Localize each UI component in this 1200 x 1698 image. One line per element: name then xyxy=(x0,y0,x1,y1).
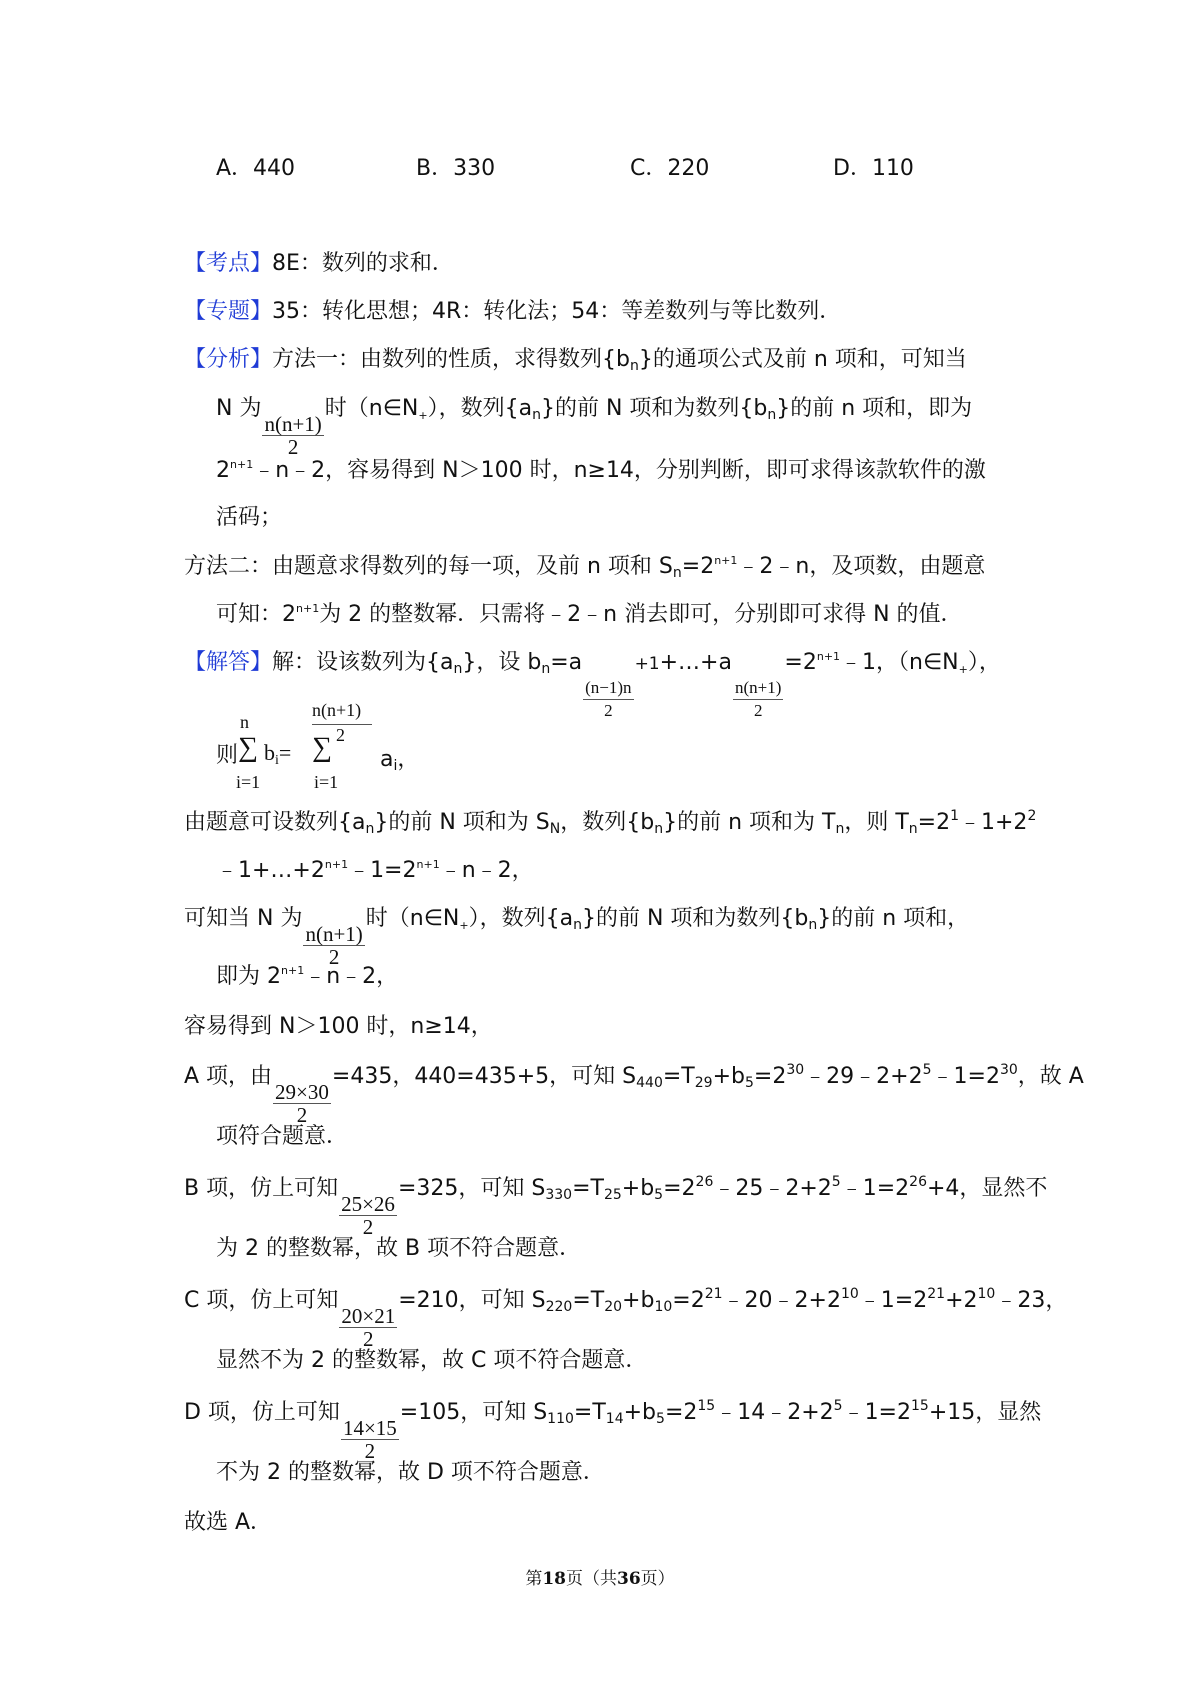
kaodian-text: 8E：数列的求和． xyxy=(272,251,454,276)
summation-formula: n(n+1) 2 n 则 ∑ $b_i=$ ∑ $a_i$， i=1 i=1 xyxy=(216,700,420,792)
fenxi-tag: 【分析】 xyxy=(184,347,273,372)
jieda-line-d1: D 项，仿上可知 $\frac{14\times 15}{2}$ =105，可知 $S_{110}=T_{14}+b_5=2^{15}﹣14﹣2+2^5﹣1=2^{15}+15$，显然 xyxy=(184,1398,1042,1463)
kaodian-line xyxy=(184,249,454,279)
footer-prefix: 第 xyxy=(525,1569,543,1589)
jieda-line-c2: 显然不为 2 的整数幂，故 C 项不符合题意． xyxy=(216,1348,648,1373)
fenxi-line-2: N 为 $\frac{n(n+1)}{2}$ 时$(n\in N_+)$，数列$\{a_n\}$的前 N 项和为数列$\{b_n\}$的前 n 项和，即为 xyxy=(216,396,973,459)
kaodian-tag: 【考点】 xyxy=(184,251,273,276)
jieda-line-3: $﹣1+\dots+2^{n+1}﹣1=2^{n+1}﹣n﹣2$， xyxy=(216,858,534,883)
option-b: B．330 xyxy=(416,156,496,181)
jieda-line-c1: C 项，仿上可知 $\frac{20\times 21}{2}$ =210，可知 $S_{220}=T_{20}+b_{10}=2^{21}﹣20﹣2+2^{10}﹣1=2^{21}+2^{10}﹣23$， xyxy=(184,1286,1068,1351)
fenxi-line-4: 活码； xyxy=(216,505,283,530)
footer-suffix: 页） xyxy=(640,1569,675,1589)
jieda-conclusion: 故选 A． xyxy=(184,1510,273,1535)
jieda-line-a1: A 项，由 $\frac{29\times 30}{2}$ =435，440=435+5，可知 $S_{440}=T_{29}+b_5=2^{30}﹣29﹣2+2^5﹣1=2^{30}$，故 A xyxy=(184,1062,1084,1127)
zhuanti-tag: 【专题】 xyxy=(184,299,273,324)
jieda-line-1: 【解答】解：设该数列为$\{a_n\}$，设 $b_n=a$ $\frac{(n-1)n}{2}$ +1+…+a $\frac{n(n+1)}{2}$ $=2^{n+1}﹣1$，$(n\in N_+)$， xyxy=(184,650,1001,720)
jieda-line-d2: 不为 2 的整数幂，故 D 项不符合题意． xyxy=(216,1460,605,1485)
option-c: C．220 xyxy=(630,156,710,181)
option-a: A．440 xyxy=(216,156,296,181)
jieda-line-a2: 项符合题意． xyxy=(216,1124,349,1149)
footer-total: 36 xyxy=(617,1569,641,1589)
fenxi-line-1: 【分析】方法一：由数列的性质，求得数列$\{b_n\}$的通项公式及前 n 项和，可知当 xyxy=(184,347,967,374)
jieda-line-b1: B 项，仿上可知 $\frac{25\times 26}{2}$ =325，可知 $S_{330}=T_{25}+b_5=2^{26}﹣25﹣2+2^5﹣1=2^{26}+4$，显然不 xyxy=(184,1174,1048,1239)
jieda-line-4: 可知当 N 为 $\frac{n(n+1)}{2}$ 时$(n\in N_+)$，数列$\{a_n\}$的前 N 项和为数列$\{b_n\}$的前 n 项和， xyxy=(184,906,970,969)
page-footer xyxy=(0,1564,1200,1589)
jieda-tag: 【解答】 xyxy=(184,650,273,675)
jieda-line-2: 由题意可设数列$\{a_n\}$的前 N 项和为 $S_N$，数列$\{b_n\}$的前 n 项和为 $T_n$，则 $T_n=2^1﹣1+2^2$ xyxy=(184,808,1037,837)
fenxi-line-5: 方法二：由题意求得数列的每一项，及前 n 项和 $S_n=2^{n+1}﹣2﹣n$，及项数，由题意 xyxy=(184,554,986,581)
footer-page: 18 xyxy=(542,1569,566,1589)
jieda-line-b2: 为 2 的整数幂，故 B 项不符合题意． xyxy=(216,1236,582,1261)
fenxi-line-6: 可知：$2^{n+1}$为 2 的整数幂．只需将﹣2﹣n 消去即可，分别即可求得 N 的值． xyxy=(216,602,963,627)
jieda-line-5: 即为 $2^{n+1}﹣n﹣2$， xyxy=(216,964,399,989)
fenxi-line-3: $2^{n+1}﹣n﹣2$，容易得到 N＞100 时，n≥14，分别判断，即可求得该款软件的激 xyxy=(216,458,986,483)
jieda-line-6: 容易得到 N＞100 时，n≥14， xyxy=(184,1014,493,1039)
zhuanti-text: 35：转化思想；4R：转化法；54：等差数列与等比数列． xyxy=(272,299,842,324)
option-d: D．110 xyxy=(833,156,914,181)
zhuanti-line xyxy=(184,297,841,327)
footer-mid: 页（共 xyxy=(566,1569,617,1589)
